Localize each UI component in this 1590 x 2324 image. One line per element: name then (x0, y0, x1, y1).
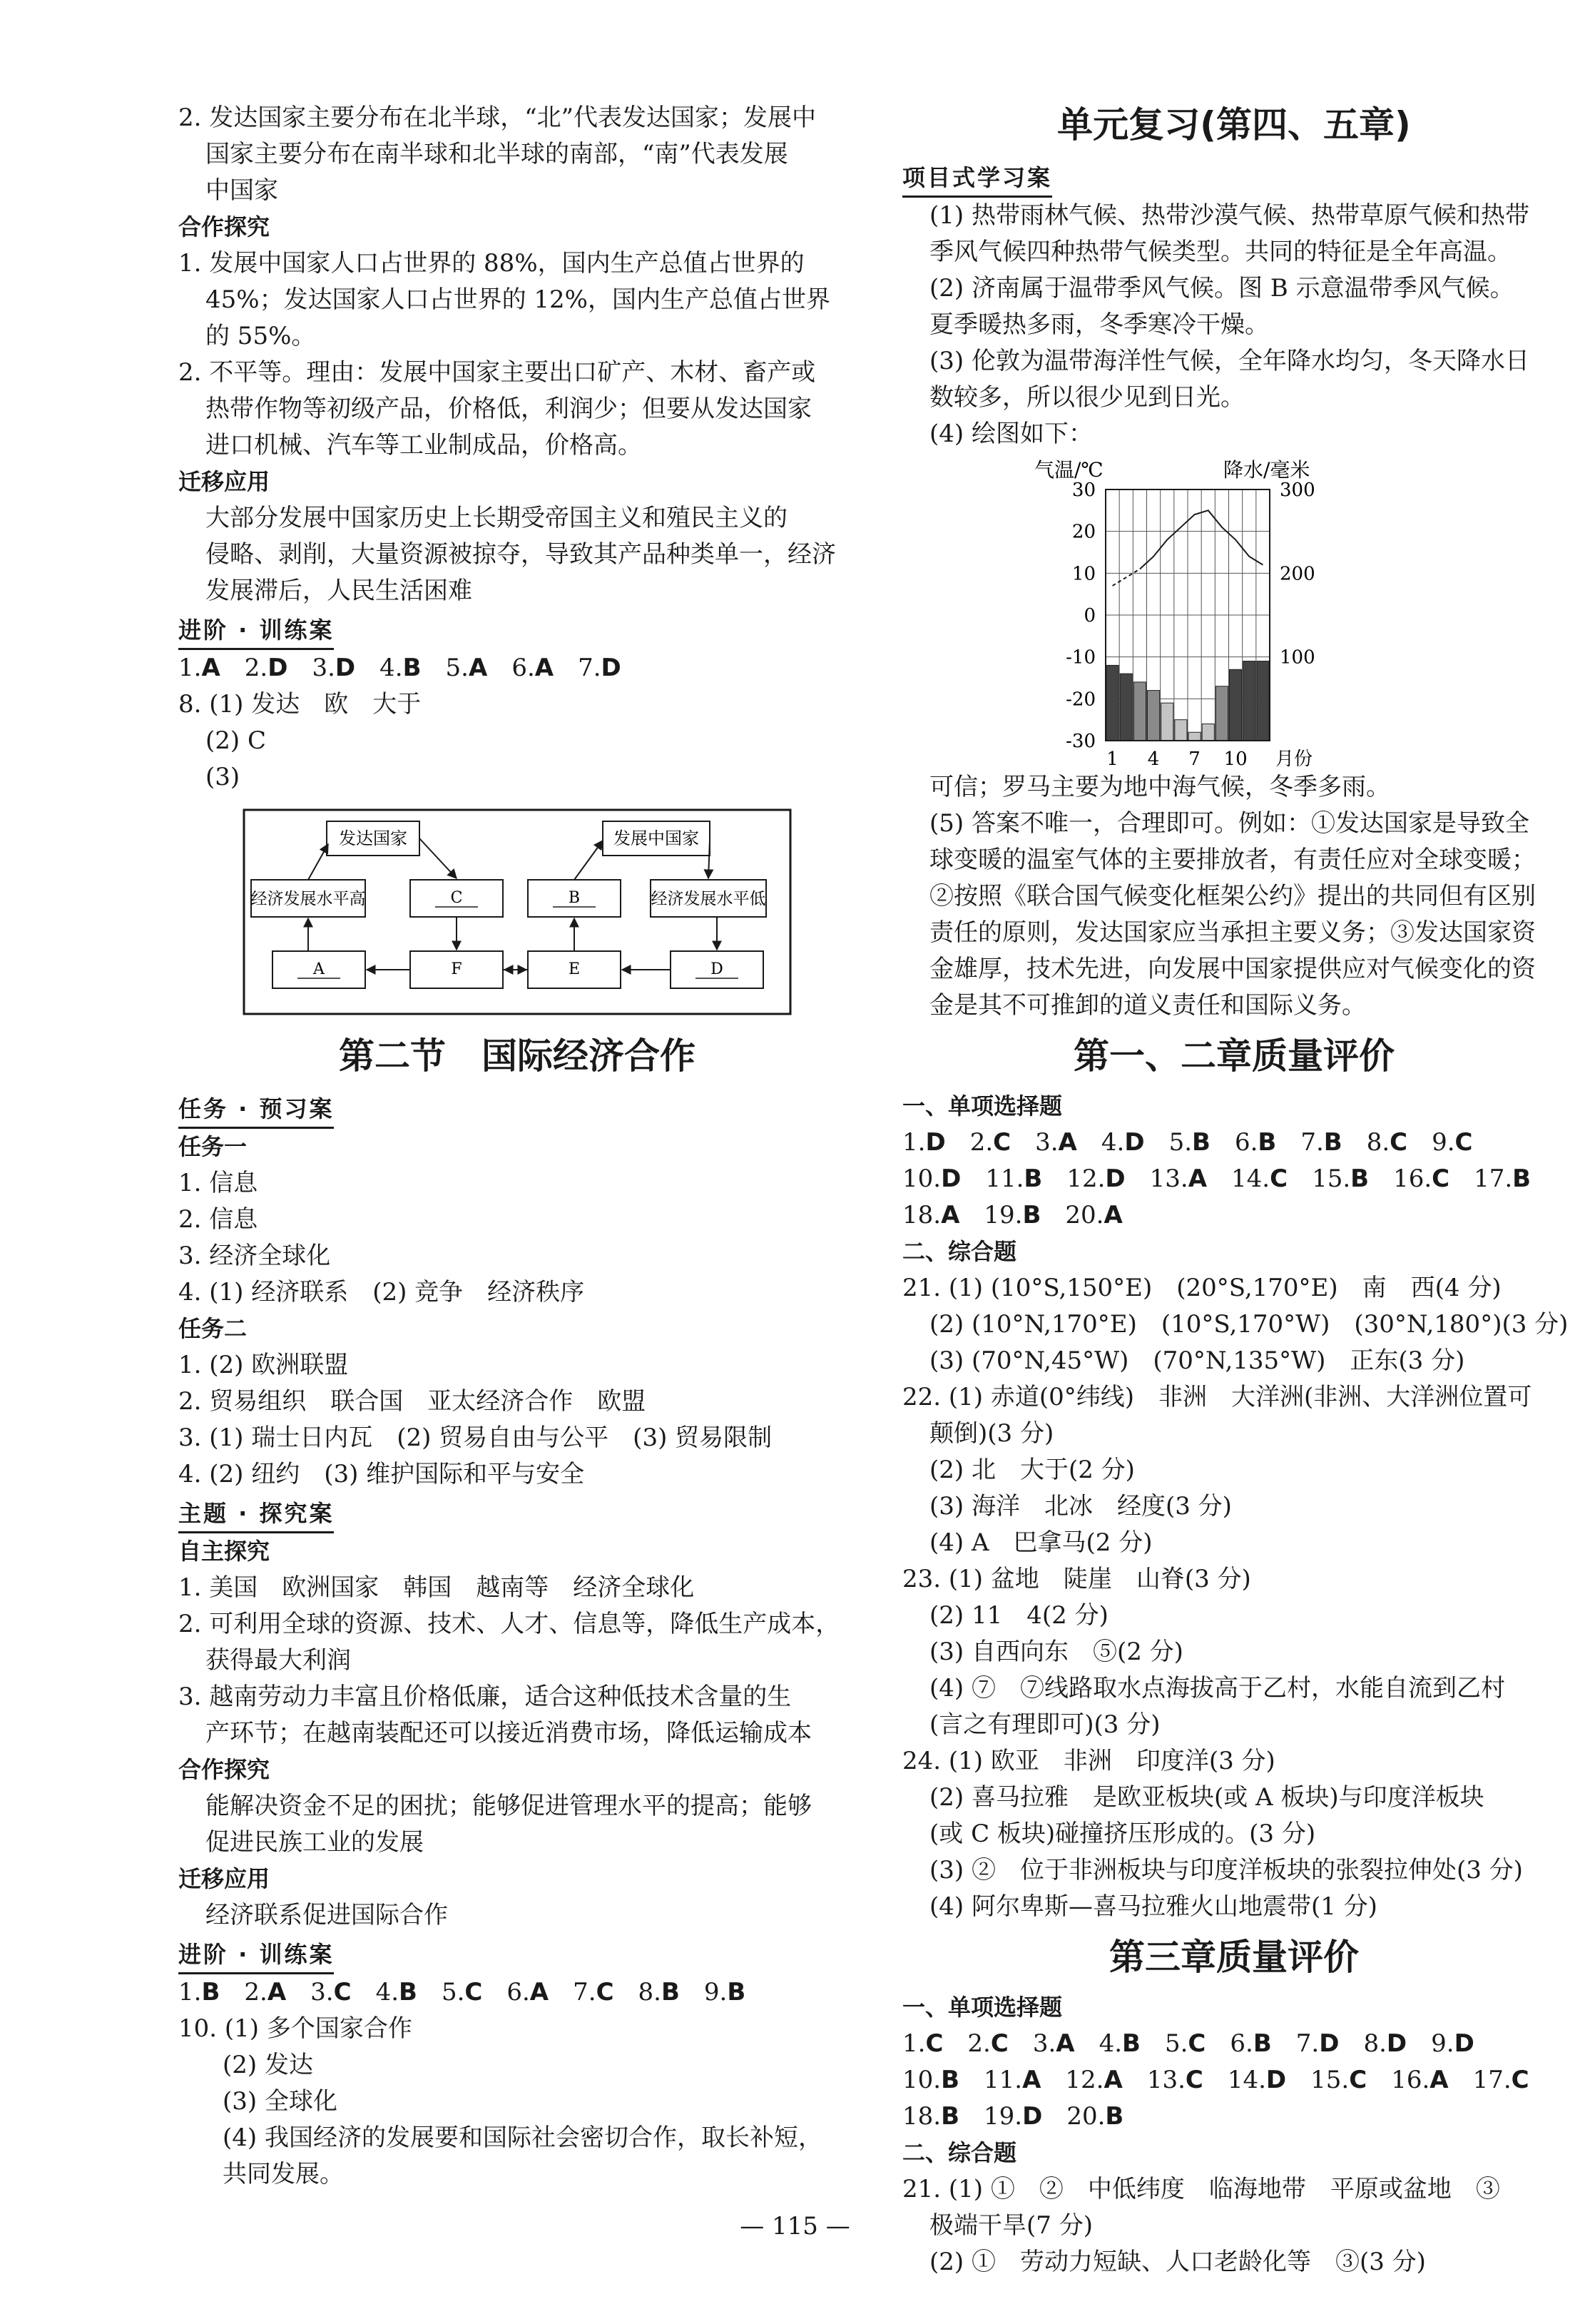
right-tick-label: 100 (1280, 646, 1315, 669)
text-line: 经济联系促进国际合作 (205, 1901, 448, 1929)
text-line: (2) (10°N,170°E) (10°S,170°W) (30°N,180°)(3 分) (929, 1310, 1569, 1339)
text-line: 产环节；在越南装配还可以接近消费市场，降低运输成本 (205, 1719, 812, 1747)
text-line: 数较多，所以很少见到日光。 (929, 383, 1245, 412)
left-tick-label: 0 (1084, 605, 1096, 626)
answer-value: D (1454, 2029, 1474, 2058)
answer-value: C (1432, 1164, 1450, 1193)
answer-value: A (1104, 1201, 1123, 1229)
precip-bar (1202, 724, 1214, 741)
answer-row (902, 1197, 1566, 1234)
answer-number: 15. (1312, 1164, 1351, 1193)
answer-number: 6. (506, 1978, 530, 2006)
text-line: (3) (70°N,45°W) (70°N,135°W) 正东(3 分) (929, 1346, 1465, 1375)
flow-label: A (313, 960, 325, 978)
project-tab: 项目式学习案 (902, 160, 1052, 198)
precip-bar (1106, 665, 1118, 741)
text-line: 大部分发展中国家历史上长期受帝国主义和殖民主义的 (205, 504, 788, 532)
answer-value: B (941, 2102, 959, 2131)
answer-value: B (1024, 1164, 1043, 1193)
text-line: 季风气候四种热带气候类型。共同的特征是全年高温。 (929, 238, 1512, 266)
text-line: 获得最大利润 (205, 1646, 351, 1675)
text-line: (4) A 巴拿马(2 分) (929, 1528, 1153, 1557)
precip-bar (1175, 720, 1187, 741)
text-line: (5) 答案不唯一，合理即可。例如：①发达国家是导致全 (929, 809, 1529, 838)
answer-number: 8. (1363, 2029, 1387, 2058)
answer-value: B (1022, 1201, 1041, 1229)
precip-bar (1188, 732, 1201, 741)
text-line: 1. 美国 欧洲国家 韩国 越南等 经济全球化 (178, 1573, 695, 1602)
text-line: 极端干旱(7 分) (929, 2211, 1093, 2240)
section-heading: 二、综合题 (902, 1238, 1017, 1265)
left-column (178, 100, 856, 2193)
answer-value: C (333, 1978, 352, 2006)
economy-flow-diagram (243, 808, 792, 1015)
explore-tab: 主题 · 探究案 (178, 1496, 334, 1533)
section-heading: 迁移应用 (178, 468, 270, 495)
answer-number: 15. (1310, 2066, 1350, 2094)
answer-number: 16. (1393, 1164, 1432, 1193)
section-heading: 任务二 (178, 1315, 248, 1342)
answer-number: 19. (984, 1201, 1023, 1229)
answer-value: B (399, 1978, 417, 2006)
answer-value: A (1188, 1164, 1208, 1193)
answer-number: 1. (178, 654, 202, 682)
answer-number: 4. (379, 654, 403, 682)
answer-value: B (402, 654, 422, 682)
text-line: 3. 越南劳动力丰富且价格低廉，适合这种低技术含量的生 (178, 1683, 792, 1711)
x-axis-label: 月份 (1275, 749, 1313, 769)
answer-number: 7. (1300, 1128, 1324, 1157)
text-line: 3. 经济全球化 (178, 1242, 331, 1270)
text-line: (4) 阿尔卑斯—喜马拉雅火山地震带(1 分) (929, 1892, 1377, 1921)
answer-value: A (1022, 2066, 1041, 2094)
section-heading: 自主探究 (178, 1538, 270, 1565)
text-line: 夏季暖热多雨，冬季寒冷干燥。 (929, 310, 1269, 339)
answer-value: D (1386, 2029, 1407, 2058)
text-line: (2) ① 劳动力短缺、人口老龄化等 ③(3 分) (929, 2248, 1426, 2276)
answer-value: D (601, 654, 621, 682)
answer-value: C (1270, 1164, 1288, 1193)
text-line: 责任的原则，发达国家应当承担主要义务；③发达国家资 (929, 918, 1536, 947)
text-line: 能解决资金不足的困扰；能够促进管理水平的提高；能够 (205, 1792, 812, 1820)
answer-number: 16. (1391, 2066, 1430, 2094)
answer-value: B (1253, 2029, 1272, 2058)
answer-value: D (267, 654, 288, 682)
text-line: 24. (1) 欧亚 非洲 印度洋(3 分) (902, 1747, 1275, 1775)
text-line: 国家主要分布在南半球和北半球的南部，“南”代表发展 (205, 140, 788, 168)
answer-number: 9. (1431, 2029, 1454, 2058)
answer-number: 7. (1295, 2029, 1320, 2058)
text-line: 热带作物等初级产品，价格低，利润少；但要从发达国家 (205, 395, 812, 423)
precip-bar (1230, 669, 1242, 741)
precip-bar (1243, 661, 1255, 741)
text-line: 可信；罗马主要为地中海气候，冬季多雨。 (929, 773, 1390, 801)
answer-value: B (1512, 1164, 1532, 1193)
answer-number: 17. (1474, 1164, 1513, 1193)
answer-row (178, 1974, 856, 2011)
answer-number: 18. (902, 2102, 942, 2131)
answer-number: 6. (1230, 2029, 1253, 2058)
train-tab: 进阶 · 训练案 (178, 612, 334, 650)
text-line: 1. 发展中国家人口占世界的 88%，国内生产总值占世界的 (178, 249, 805, 278)
answer-number: 1. (178, 1978, 202, 2006)
text-line: 22. (1) 赤道(0°纬线) 非洲 大洋洲(非洲、大洋洲位置可 (902, 1383, 1532, 1411)
left-tick-label: 30 (1071, 479, 1096, 501)
left-tick-label: 20 (1071, 521, 1096, 543)
text-line: (3) ② 位于非洲板块与印度洋板块的张裂拉伸处(3 分) (929, 1856, 1523, 1884)
intro-block (178, 100, 856, 209)
section-heading: 二、综合题 (902, 2139, 1017, 2166)
plot-area (1066, 479, 1315, 769)
right-tick-label: 300 (1280, 479, 1315, 501)
answer-value: C (1511, 2066, 1529, 2094)
answer-value: B (1105, 2102, 1124, 2131)
answer-value: A (1058, 1128, 1077, 1157)
answer-number: 5. (441, 1978, 465, 2006)
answer-value: B (201, 1978, 220, 2006)
answer-value: B (1323, 1128, 1342, 1157)
answer-number: 9. (703, 1978, 728, 2006)
climate-chart (1027, 455, 1370, 769)
answer-number: 2. (969, 1128, 994, 1157)
answer-value: C (990, 2029, 1009, 2058)
answer-value: B (1122, 2029, 1141, 2058)
text-line: ②按照《联合国气候变化框架公约》提出的共同但有区别 (929, 882, 1536, 910)
answer-value: D (1022, 2102, 1043, 2131)
text-line: 1. 信息 (178, 1169, 258, 1197)
flow-label: 发达国家 (339, 828, 407, 848)
answer-row (902, 2062, 1566, 2099)
right-axis-label: 降水/毫米 (1223, 458, 1310, 482)
precip-bar (1148, 691, 1160, 741)
x-tick-label: 10 (1223, 749, 1248, 769)
text-line: 中国家 (205, 176, 278, 205)
section-heading: 合作探究 (178, 213, 270, 240)
answer-number: 11. (985, 1164, 1024, 1193)
text-line: 2. 贸易组织 联合国 亚太经济合作 欧盟 (178, 1387, 646, 1416)
migrate-block (178, 500, 856, 609)
section-heading: 任务一 (178, 1133, 248, 1160)
answer-number: 5. (1164, 2029, 1188, 2058)
left-tick-label: -10 (1066, 646, 1096, 669)
right-column (902, 93, 1569, 2280)
answer-value: A (534, 654, 554, 682)
text-line: 的 55%。 (205, 322, 316, 350)
section-heading: 迁移应用 (178, 1865, 270, 1892)
text-line: (言之有理即可)(3 分) (929, 1710, 1161, 1739)
answer-value: A (201, 654, 220, 682)
answer-number: 20. (1065, 1201, 1104, 1229)
answer-number: 8. (1366, 1128, 1390, 1157)
text-line: 促进民族工业的发展 (205, 1828, 424, 1857)
answer-value: B (727, 1978, 746, 2006)
section-heading: 合作探究 (178, 1756, 270, 1783)
train-tab: 进阶 · 训练案 (178, 1937, 334, 1974)
text-line: (4) 绘图如下： (929, 420, 1093, 448)
section-heading: 一、单项选择题 (902, 1092, 1063, 1120)
answer-number: 12. (1065, 2066, 1104, 2094)
precip-bar (1161, 703, 1173, 741)
text-line: (2) 北 大于(2 分) (929, 1456, 1135, 1484)
answer-value: B (661, 1978, 680, 2006)
answer-value: C (1454, 1128, 1473, 1157)
text-line: 4. (1) 经济联系 (2) 竞争 经济秩序 (178, 1278, 585, 1306)
text-line: (2) C (205, 726, 266, 755)
answer-number: 3. (312, 654, 335, 682)
text-line: 10. (1) 多个国家合作 (178, 2014, 412, 2043)
text-line: 进口机械、汽车等工业制成品，价格高。 (205, 431, 642, 460)
answer-value: B (941, 2066, 959, 2094)
text-line: 颠倒)(3 分) (929, 1419, 1054, 1448)
flow-label: F (451, 960, 462, 978)
text-line: (或 C 板块)碰撞挤压形成的。(3 分) (929, 1820, 1316, 1848)
answer-value: D (1319, 2029, 1340, 2058)
answer-value: B (1350, 1164, 1370, 1193)
answer-number: 4. (1101, 1128, 1125, 1157)
text-line: 2. 不平等。理由：发展中国家主要出口矿产、木材、畜产或 (178, 358, 816, 387)
text-line: 金是其不可推卸的道义责任和国际义务。 (929, 991, 1366, 1020)
text-line: (4) ⑦ ⑦线路取水点海拔高于乙村，水能自流到乙村 (929, 1674, 1505, 1703)
precip-bar (1257, 661, 1269, 741)
answer-number: 13. (1149, 1164, 1188, 1193)
right-tick-label: 200 (1280, 563, 1315, 585)
page-number: — 115 — (740, 2212, 850, 2241)
flow-label: 发展中国家 (613, 828, 699, 848)
answer-number: 17. (1472, 2066, 1512, 2094)
x-tick-label: 1 (1106, 749, 1118, 769)
text-line: (2) 11 4(2 分) (929, 1601, 1109, 1630)
answer-number: 12. (1066, 1164, 1106, 1193)
answer-value: A (1104, 2066, 1123, 2094)
answer-number: 3. (1032, 2029, 1056, 2058)
left-tick-label: -30 (1066, 731, 1096, 752)
flow-label: D (710, 960, 723, 978)
answer-value: C (1188, 2029, 1206, 2058)
section-title: 第二节 国际经济合作 (339, 1035, 695, 1077)
text-line: (3) 伦敦为温带海洋性气候，全年降水均匀，冬天降水日 (929, 347, 1529, 375)
answer-number: 6. (1234, 1128, 1258, 1157)
text-line: 45%；发达国家人口占世界的 12%，国内生产总值占世界 (205, 285, 830, 314)
answer-value: A (941, 1201, 960, 1229)
left-axis-label: 气温/℃ (1034, 458, 1104, 482)
answer-value: D (1105, 1164, 1126, 1193)
left-tick-label: -20 (1066, 689, 1096, 711)
text-line: 2. 可利用全球的资源、技术、人才、信息等，降低生产成本， (178, 1610, 840, 1638)
answer-number: 2. (244, 1978, 267, 2006)
answer-value: C (1390, 1128, 1408, 1157)
text-line: (4) 我国经济的发展要和国际社会密切合作，取长补短， (223, 2123, 822, 2152)
flow-label: C (450, 889, 463, 907)
section-title: 单元复习(第四、五章) (1057, 104, 1411, 146)
text-line: (3) 海洋 北冰 经度(3 分) (929, 1492, 1232, 1521)
text-line: 侵略、剥削，大量资源被掠夺，导致其产品种类单一，经济 (205, 540, 836, 569)
answer-number: 1. (902, 1128, 926, 1157)
answer-number: 14. (1227, 2066, 1266, 2094)
coop-block (178, 245, 856, 464)
text-line: (2) 喜马拉雅 是欧亚板块(或 A 板块)与印度洋板块 (929, 1783, 1484, 1812)
answer-number: 10. (902, 2066, 942, 2094)
answer-number: 20. (1066, 2102, 1106, 2131)
text-line: 8. (1) 发达 欧 大于 (178, 690, 422, 719)
precip-bar (1120, 674, 1132, 741)
answer-number: 4. (375, 1978, 399, 2006)
text-line: 2. 信息 (178, 1205, 258, 1234)
text-line: 1. (2) 欧洲联盟 (178, 1351, 349, 1379)
section-heading: 一、单项选择题 (902, 1994, 1063, 2021)
text-line: 共同发展。 (223, 2160, 344, 2188)
answer-number: 7. (578, 654, 601, 682)
answer-number: 2. (244, 654, 268, 682)
text-line: 发展滞后，人民生活困难 (205, 577, 472, 605)
answer-row (178, 650, 856, 686)
comprehensive-answers (902, 1270, 1569, 1925)
section-title: 第三章质量评价 (1109, 1937, 1359, 1978)
answer-grid (902, 2026, 1566, 2135)
text-line: 球变暖的温室气体的主要排放者，有责任应对全球变暖； (929, 846, 1536, 874)
answer-value: D (1265, 2066, 1287, 2094)
answer-number: 13. (1146, 2066, 1186, 2094)
answer-value: B (1258, 1128, 1277, 1157)
answer-value: C (464, 1978, 483, 2006)
answer-value: C (993, 1128, 1011, 1157)
answer-number: 19. (984, 2102, 1023, 2131)
answer-value: C (596, 1978, 614, 2006)
text-line: (3) 全球化 (223, 2087, 337, 2116)
text-line: (3) 自西向东 ⑤(2 分) (929, 1638, 1183, 1666)
flow-label: B (568, 889, 581, 907)
x-tick-label: 7 (1188, 749, 1201, 769)
flow-label: E (568, 960, 581, 978)
answer-number: 1. (902, 2029, 926, 2058)
text-line: 21. (1) (10°S,150°E) (20°S,170°E) 南 西(4 分) (902, 1274, 1502, 1302)
answer-value: B (1192, 1128, 1211, 1157)
answer-number: 6. (511, 654, 535, 682)
section-title: 第一、二章质量评价 (1074, 1035, 1395, 1077)
x-tick-label: 4 (1147, 749, 1160, 769)
precip-bar (1133, 682, 1146, 741)
text-line: 金雄厚，技术先进，向发展中国家提供应对气候变化的资 (929, 955, 1536, 983)
answer-number: 3. (1035, 1128, 1059, 1157)
text-line: (2) 发达 (223, 2051, 313, 2079)
answer-row (902, 2026, 1566, 2062)
left-tick-label: 10 (1071, 563, 1096, 585)
text-line: 23. (1) 盆地 陡崖 山脊(3 分) (902, 1565, 1251, 1593)
answer-number: 10. (902, 1164, 942, 1193)
answer-number: 4. (1099, 2029, 1123, 2058)
answer-value: D (925, 1128, 946, 1157)
answer-value: D (941, 1164, 962, 1193)
answer-row (902, 2099, 1566, 2135)
flow-label: 经济发展水平高 (250, 890, 366, 908)
answer-row (902, 1125, 1566, 1161)
answer-number: 2. (967, 2029, 991, 2058)
answer-value: D (1124, 1128, 1145, 1157)
answer-value: C (1349, 2066, 1367, 2094)
text-line: (3) (205, 763, 240, 791)
text-line: 2. 发达国家主要分布在北半球，“北”代表发达国家；发展中 (178, 103, 817, 132)
text-line: (2) 济南属于温带季风气候。图 B 示意温带季风气候。 (929, 274, 1514, 303)
temperature-line-dashed (1113, 569, 1140, 585)
answer-value: D (335, 654, 356, 682)
answer-number: 5. (1168, 1128, 1193, 1157)
answer-number: 14. (1231, 1164, 1270, 1193)
answer-value: A (1056, 2029, 1075, 2058)
flow-label: 经济发展水平低 (651, 890, 766, 908)
answer-number: 3. (310, 1978, 334, 2006)
preview-tab: 任务 · 预习案 (178, 1091, 334, 1129)
text-line: (1) 热带雨林气候、热带沙漠气候、热带草原气候和热带 (929, 201, 1529, 230)
answer-value: A (267, 1978, 287, 2006)
answer-number: 11. (984, 2066, 1023, 2094)
text-line: 21. (1) ① ② 中低纬度 临海地带 平原或盆地 ③ (902, 2175, 1500, 2203)
diagram-frame (244, 810, 790, 1014)
answer-value: A (529, 1978, 549, 2006)
answer-number: 9. (1432, 1128, 1455, 1157)
text-line: 3. (1) 瑞士日内瓦 (2) 贸易自由与公平 (3) 贸易限制 (178, 1424, 773, 1452)
text-line: 4. (2) 纽约 (3) 维护国际和平与安全 (178, 1460, 585, 1488)
answer-value: C (1185, 2066, 1203, 2094)
answer-value: C (925, 2029, 944, 2058)
answer-row (902, 1161, 1566, 1197)
answer-value: A (1430, 2066, 1449, 2094)
answer-number: 18. (902, 1201, 942, 1229)
answer-value: A (468, 654, 488, 682)
answer-number: 5. (445, 654, 469, 682)
precip-bar (1216, 686, 1228, 741)
answer-number: 7. (573, 1978, 596, 2006)
answer-grid (902, 1125, 1566, 1234)
answer-number: 8. (638, 1978, 661, 2006)
